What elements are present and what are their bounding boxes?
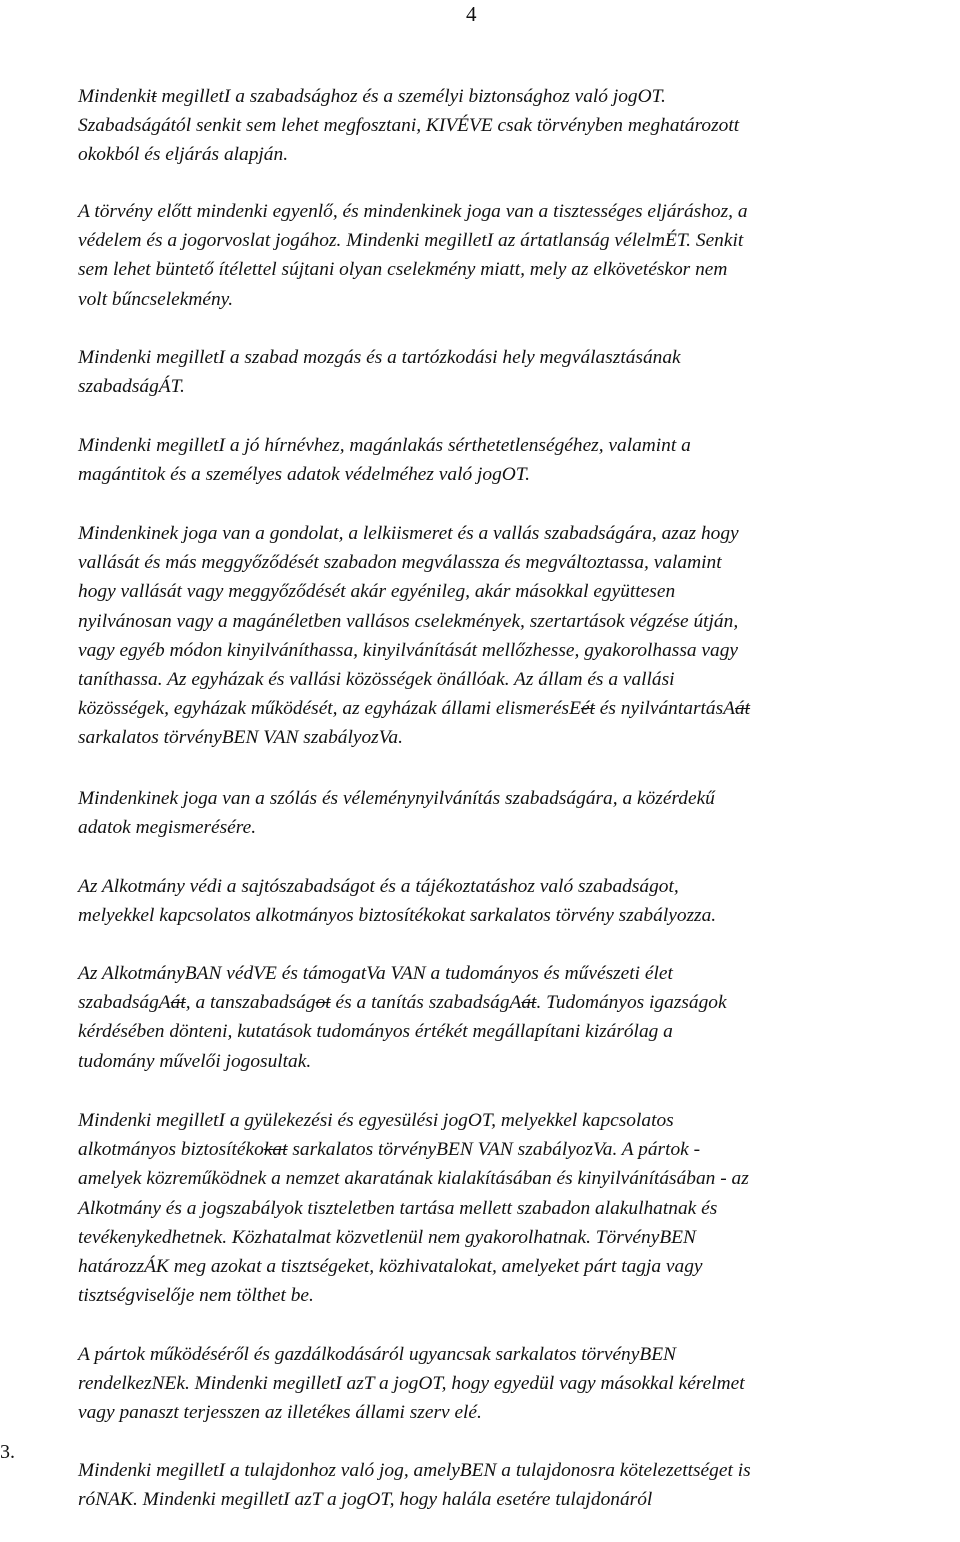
paragraph [78,431,960,489]
text-run: vagy egyéb módon kinyilváníthassa, kinyilvánítását mellőzhesse, gyakorolhassa vagy [78,639,739,661]
text-run: szabadságA [78,992,171,1014]
text-line [78,1281,960,1310]
margin-number: 3. [0,1441,15,1463]
struck-text: kat [263,1139,288,1161]
text-line [78,285,960,314]
text-line [78,1398,960,1427]
text-run: tevékenykedhetnek. Közhatalmat közvetlenül nem gyakorolhatnak. TörvényBEN [78,1226,696,1248]
text-line [78,519,960,548]
paragraph [78,197,960,314]
text-line [78,1135,960,1164]
text-line [78,784,960,813]
text-run: alkotmányos biztosítéko [78,1139,264,1161]
text-run: róNAK. Mindenki megilletI azT a jogOT, hogy halála esetére tulajdonáról [78,1489,653,1511]
paragraph [78,519,960,753]
paragraph [78,1456,960,1514]
text-run: hogy vallását vagy meggyőződését akár egyénileg, akár másokkal együttesen [78,581,676,603]
text-run: Az AlkotmányBAN védVE és támogatVa VAN a tudományos és művészeti élet [78,963,673,984]
text-run: Az Alkotmány védi a sajtószabadságot és a tájékoztatáshoz való szabadságot, [78,876,679,897]
text-line [78,82,960,111]
text-line [78,111,960,140]
text-line [78,901,960,930]
text-run: határozzÁK meg azokat a tisztségeket, közhivatalokat, amelyeket párt tagja vagy [78,1256,703,1278]
text-line [78,1369,960,1398]
text-line [78,813,960,842]
text-line [78,1252,960,1281]
text-run: és nyilvántartásA [594,698,735,720]
paragraph [78,784,960,842]
text-run: vagy panaszt terjesszen az illetékes állami szerv elé. [78,1402,482,1424]
text-line [78,665,960,694]
text-run: sarkalatos törvényBEN VAN szabályozVa. [78,727,403,749]
paragraph [78,343,960,401]
text-run: Mindenki megilletI a jó hírnévhez, magánlakás sérthetetlenségéhez, valamint a [78,435,691,456]
text-run: Mindenkinek joga van a gondolat, a lelkiismeret és a vallás szabadságára, azaz hogy [78,523,739,544]
paragraph [78,872,960,930]
struck-text: ot [315,992,331,1014]
text-run: rendelkezNEk. Mindenki megilletI azT a jogOT, hogy egyedül vagy másokkal kérelmet [78,1373,745,1395]
text-line [78,1485,960,1514]
text-line [78,694,960,723]
text-line [78,1223,960,1252]
text-line [78,1106,960,1135]
text-line [78,959,960,988]
text-line [78,723,960,752]
struck-text: át [170,992,186,1014]
text-run: Alkotmány és a jogszabályok tiszteletben tartása mellett szabadon alakulhatnak és [78,1197,718,1219]
text-run: Mindenki megilletI a gyülekezési és egyesülési jogOT, melyekkel kapcsolatos [78,1110,674,1131]
text-run: adatok megismerésére. [78,817,257,839]
text-line [78,1194,960,1223]
text-line [78,548,960,577]
struck-text: t [151,86,157,107]
struck-text: át [521,992,537,1014]
text-run: nyilvánosan vagy a magánéletben vallásos cselekmények, szertartások végzése útján, [78,610,739,632]
struck-text: ét [580,698,595,720]
text-run: közösségek, egyházak működését, az egyházak állami elismerésE [78,698,581,720]
text-run: tisztségviselője nem tölthet be. [78,1285,314,1307]
text-run: sarkalatos törvényBEN VAN szabályozVa. A pártok - [287,1139,701,1161]
text-line [78,226,960,255]
text-run: magántitok és a személyes adatok védelméhez való jogOT. [78,464,530,486]
text-run: és a tanítás szabadságA [330,992,522,1014]
text-run: szabadságÁT. [78,376,185,398]
paragraph [78,959,960,1076]
text-line [78,1164,960,1193]
text-line [78,1047,960,1076]
text-run: , a tanszabadság [185,992,316,1014]
text-run: tudomány művelői jogosultak. [78,1050,312,1072]
text-run: A törvény előtt mindenki egyenlő, és mindenkinek joga van a tisztességes eljáráshoz, a [78,201,748,222]
text-line [78,343,960,372]
text-line [78,988,960,1017]
text-line [78,1456,960,1485]
text-line [78,607,960,636]
text-run: megilletI a szabadsághoz és a személyi biztonsághoz való jogOT. [156,86,666,107]
text-line [78,872,960,901]
text-line [78,431,960,460]
text-run: kérdésében dönteni, kutatások tudományos értékét megállapítani kizárólag a [78,1021,673,1043]
text-run: sem lehet büntető ítélettel sújtani olyan cselekmény miatt, mely az elkövetéskor nem [78,259,728,281]
text-line [78,1340,960,1369]
text-line [78,140,960,169]
text-line [78,1017,960,1046]
text-run: . Tudományos igazságok [536,992,727,1014]
paragraph [78,82,960,170]
page-number: 4 [466,2,477,26]
text-run: Mindenki megilletI a szabad mozgás és a tartózkodási hely megválasztásának [78,347,681,368]
text-line [78,255,960,284]
text-line [78,372,960,401]
text-run: Mindenki megilletI a tulajdonhoz való jog, amelyBEN a tulajdonosra kötelezettséget is [78,1460,751,1481]
text-run: Szabadságától senkit sem lehet megfosztani, KIVÉVE csak törvényben meghatározott [78,115,740,137]
text-line [78,577,960,606]
text-run: taníthassa. Az egyházak és vallási közösségek önállóak. Az állam és a vallási [78,669,675,691]
text-line [78,197,960,226]
text-run: Mindenkinek joga van a szólás és véleménynyilvánítás szabadságára, a közérdekű [78,788,715,809]
text-line [78,460,960,489]
text-line [78,636,960,665]
text-run: A pártok működéséről és gazdálkodásáról ugyancsak sarkalatos törvényBEN [78,1344,676,1365]
paragraph [78,1340,960,1428]
text-run: vallását és más meggyőződését szabadon megválassza és megváltoztassa, valamint [78,552,722,574]
text-run: Mindenki [78,86,152,107]
struck-text: át [734,698,751,720]
text-run: melyekkel kapcsolatos alkotmányos biztosítékokat sarkalatos törvény szabályozza. [78,905,717,927]
text-run: amelyek közreműködnek a nemzet akaratának kialakításában és kinyilvánításában - az [78,1168,749,1190]
paragraph [78,1106,960,1310]
text-run: okokból és eljárás alapján. [78,144,289,166]
text-run: védelem és a jogorvoslat jogához. Mindenki megilletI az ártatlanság vélelmÉT. Senkit [78,230,744,252]
text-run: volt bűncselekmény. [78,288,234,310]
